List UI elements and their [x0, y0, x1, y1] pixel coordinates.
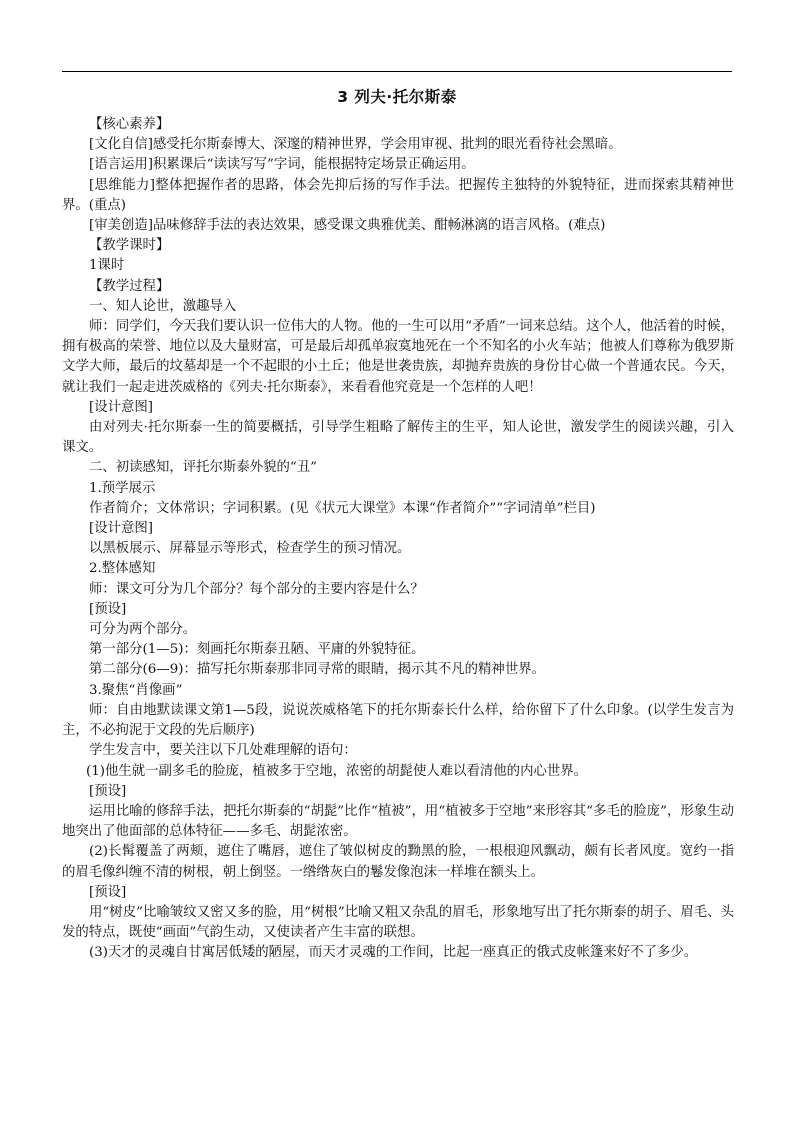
paragraph: 作者简介；文体常识；字词积累。(见《状元大课堂》本课“作者简介”“字词清单”栏目)	[89, 500, 596, 516]
paragraph: 【教学过程】	[89, 278, 170, 294]
paragraph: 师：同学们，今天我们要认识一位伟大的人物。他的一生可以用“矛盾”一词来总结。这个人，他活着的时候，拥有极高的荣誉、地位以及大量财富，可是最后却孤单寂寞地死在一个不知名的小火车站；他被人们尊称为俄罗斯文学大师，最后的坟墓却是一个不起眼的小土丘；他是世袭贵族，却抛弃贵族的身份甘心做一个普通农民。今天，就让我们一起走进茨威格的《列夫·托尔斯泰》，来看看他究竟是一个怎样的人吧！	[62, 319, 734, 395]
paragraph: 由对列夫·托尔斯泰一生的简要概括，引导学生粗略了解传主的生平，知人论世，激发学生的阅读兴趣，引入课文。	[62, 420, 734, 456]
paragraph: 一、知人论世，激趣导入	[89, 298, 237, 314]
paragraph: 【核心素养】	[89, 117, 170, 132]
paragraph: (1)他生就一副多毛的脸庞，植被多于空地，浓密的胡髭使人难以看清他的内心世界。	[86, 763, 588, 779]
paragraph: [语言运用]积累课后“读读写写”字词，能根据特定场景正确运用。	[89, 157, 475, 173]
paragraph: 以黑板展示、屏幕显示等形式，检查学生的预习情况。	[89, 541, 411, 557]
paragraph: 【教学课时】	[89, 238, 170, 254]
paragraph: 学生发言中，要关注以下几处难理解的语句：	[89, 743, 357, 759]
paragraph: 3.聚焦“肖像画”	[89, 682, 183, 698]
paragraph: 2.整体感知	[89, 561, 156, 577]
paragraph: [思维能力]整体把握作者的思路，体会先抑后扬的写作手法。把握传主独特的外貌特征，进而探索其精神世界。(重点)	[62, 177, 734, 213]
paragraph: [预设]	[89, 601, 127, 617]
paragraph: [文化自信]感受托尔斯泰博大、深邃的精神世界，学会用审视、批判的眼光看待社会黑暗。	[89, 137, 622, 153]
paragraph: 二、初读感知，评托尔斯泰外貌的“丑”	[89, 460, 317, 476]
paragraph: 师：自由地默读课文第1—5段，说说茨威格笔下的托尔斯泰长什么样，给你留下了什么印象。(以学生发言为主，不必拘泥于文段的先后顺序)	[62, 702, 734, 739]
paragraph: [审美创造]品味修辞手法的表达效果，感受课文典雅优美、酣畅淋漓的语言风格。(难点)	[89, 218, 606, 234]
header-rule	[62, 71, 732, 72]
paragraph: 运用比喻的修辞手法，把托尔斯泰的“胡髭”比作“植被”，用“植被多于空地”来形容其“多毛的脸庞”，形象生动地突出了他面部的总体特征——多毛、胡髭浓密。	[62, 803, 734, 840]
paragraph: 第二部分(6—9)：描写托尔斯泰那非同寻常的眼睛，揭示其不凡的精神世界。	[89, 662, 545, 678]
page-title: 3 列夫·托尔斯泰	[337, 88, 457, 106]
paragraph: [设计意图]	[89, 399, 154, 415]
paragraph: (3)天才的灵魂自甘寓居低矮的陋屋，而天才灵魂的工作间，比起一座真正的俄式皮帐篷来好不了多少。	[89, 945, 698, 961]
document-body	[62, 115, 734, 964]
paragraph: 可分为两个部分。	[89, 622, 197, 638]
paragraph: 用“树皮”比喻皱纹又密又多的脸，用“树根”比喻又粗又杂乱的眉毛，形象地写出了托尔斯泰的胡子、眉毛、头发的特点，既使“画面”气韵生动，又使读者产生丰富的联想。	[62, 904, 734, 941]
paragraph: 1.预学展示	[89, 480, 156, 496]
paragraph: [预设]	[89, 783, 127, 799]
paragraph: 1课时	[89, 258, 125, 274]
paragraph: 第一部分(1—5)：刻画托尔斯泰丑陋、平庸的外貌特征。	[89, 642, 425, 658]
paragraph: [预设]	[89, 884, 127, 900]
paragraph: [设计意图]	[89, 521, 154, 537]
paragraph: 师：课文可分为几个部分？每个部分的主要内容是什么？	[89, 581, 424, 597]
paragraph: (2)长髯覆盖了两颊，遮住了嘴唇，遮住了皱似树皮的黝黑的脸，一根根迎风飘动，颇有长者风度。宽约一指的眉毛像纠缠不清的树根，朝上倒竖。一绺绺灰白的鬈发像泡沫一样堆在额头上。	[62, 844, 734, 880]
